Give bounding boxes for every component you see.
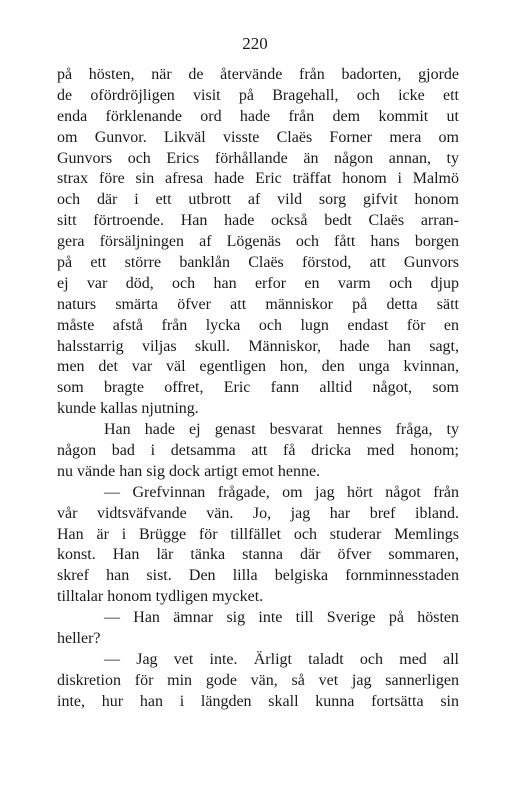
text-line: — Grefvinnan frågade, om jag hört något från <box>104 483 459 501</box>
text-line: — Jag vet inte. Ärligt taladt och med all <box>104 650 459 668</box>
text-line: ej var död, och han erfor en varm och djup <box>57 274 459 292</box>
text-line: om Gunvor. Likväl visste Claës Forner mera om <box>57 128 459 146</box>
text-line: Gunvors och Erics förhållande än någon annan, ty <box>57 149 459 167</box>
text-line: konst. Han lär tänka stanna där öfver sommaren, <box>57 546 459 564</box>
text-line: vår vidtsväfvande vän. Jo, jag har bref ibland. <box>57 504 459 522</box>
text-line: på ett större banklån Claës förstod, att Gunvors <box>57 254 459 272</box>
text-line: gera försäljningen af Lögenäs och fått hans borgen <box>57 233 459 251</box>
text-line: nu vände han sig dock artigt emot henne. <box>57 462 321 480</box>
text-line: inte, hur han i längden skall kunna fortsätta sin <box>57 692 459 710</box>
text-line: enda förklenande ord hade från dem kommit ut <box>57 107 459 125</box>
text-line: måste afstå från lycka och lugn endast för en <box>57 316 459 334</box>
text-line: skref han sist. Den lilla belgiska fornminnesstaden <box>57 567 459 585</box>
text-line: men det var väl egentligen hon, den unga kvinnan, <box>57 358 459 376</box>
text-line: Han hade ej genast besvarat hennes fråga, ty <box>104 421 459 439</box>
text-line: diskretion för min gode vän, så vet jag sannerligen <box>57 671 459 689</box>
text-line: naturs smärta öfver att människor på detta sätt <box>57 295 459 313</box>
text-line: — Han ämnar sig inte till Sverige på hösten <box>104 609 459 627</box>
text-line: de ofördröjligen visit på Bragehall, och icke ett <box>57 86 459 104</box>
text-line: tilltalar honom tydligen mycket. <box>57 588 264 606</box>
text-line: Han är i Brügge för tillfället och studerar Memlings <box>57 525 459 543</box>
text-line: på hösten, när de återvände från badorten, gjorde <box>57 66 459 83</box>
text-line: kunde kallas njutning. <box>57 400 199 418</box>
text-line: som bragte offret, Eric fann alltid något, som <box>57 379 459 397</box>
text-line: halsstarrig viljas skull. Människor, hade han sagt, <box>57 337 459 355</box>
text-line: sitt förtroende. Han hade också bedt Claës arran- <box>57 212 459 230</box>
text-line: heller? <box>57 630 101 648</box>
page-number: 220 <box>242 34 268 53</box>
text-line: strax före sin afresa hade Eric träffat honom i Malmö <box>57 170 459 188</box>
text-line: någon bad i detsamma att få dricka med honom; <box>57 442 459 460</box>
body-text <box>57 65 459 713</box>
text-line: och där i ett utbrott af vild sorg gifvit honom <box>57 191 459 209</box>
